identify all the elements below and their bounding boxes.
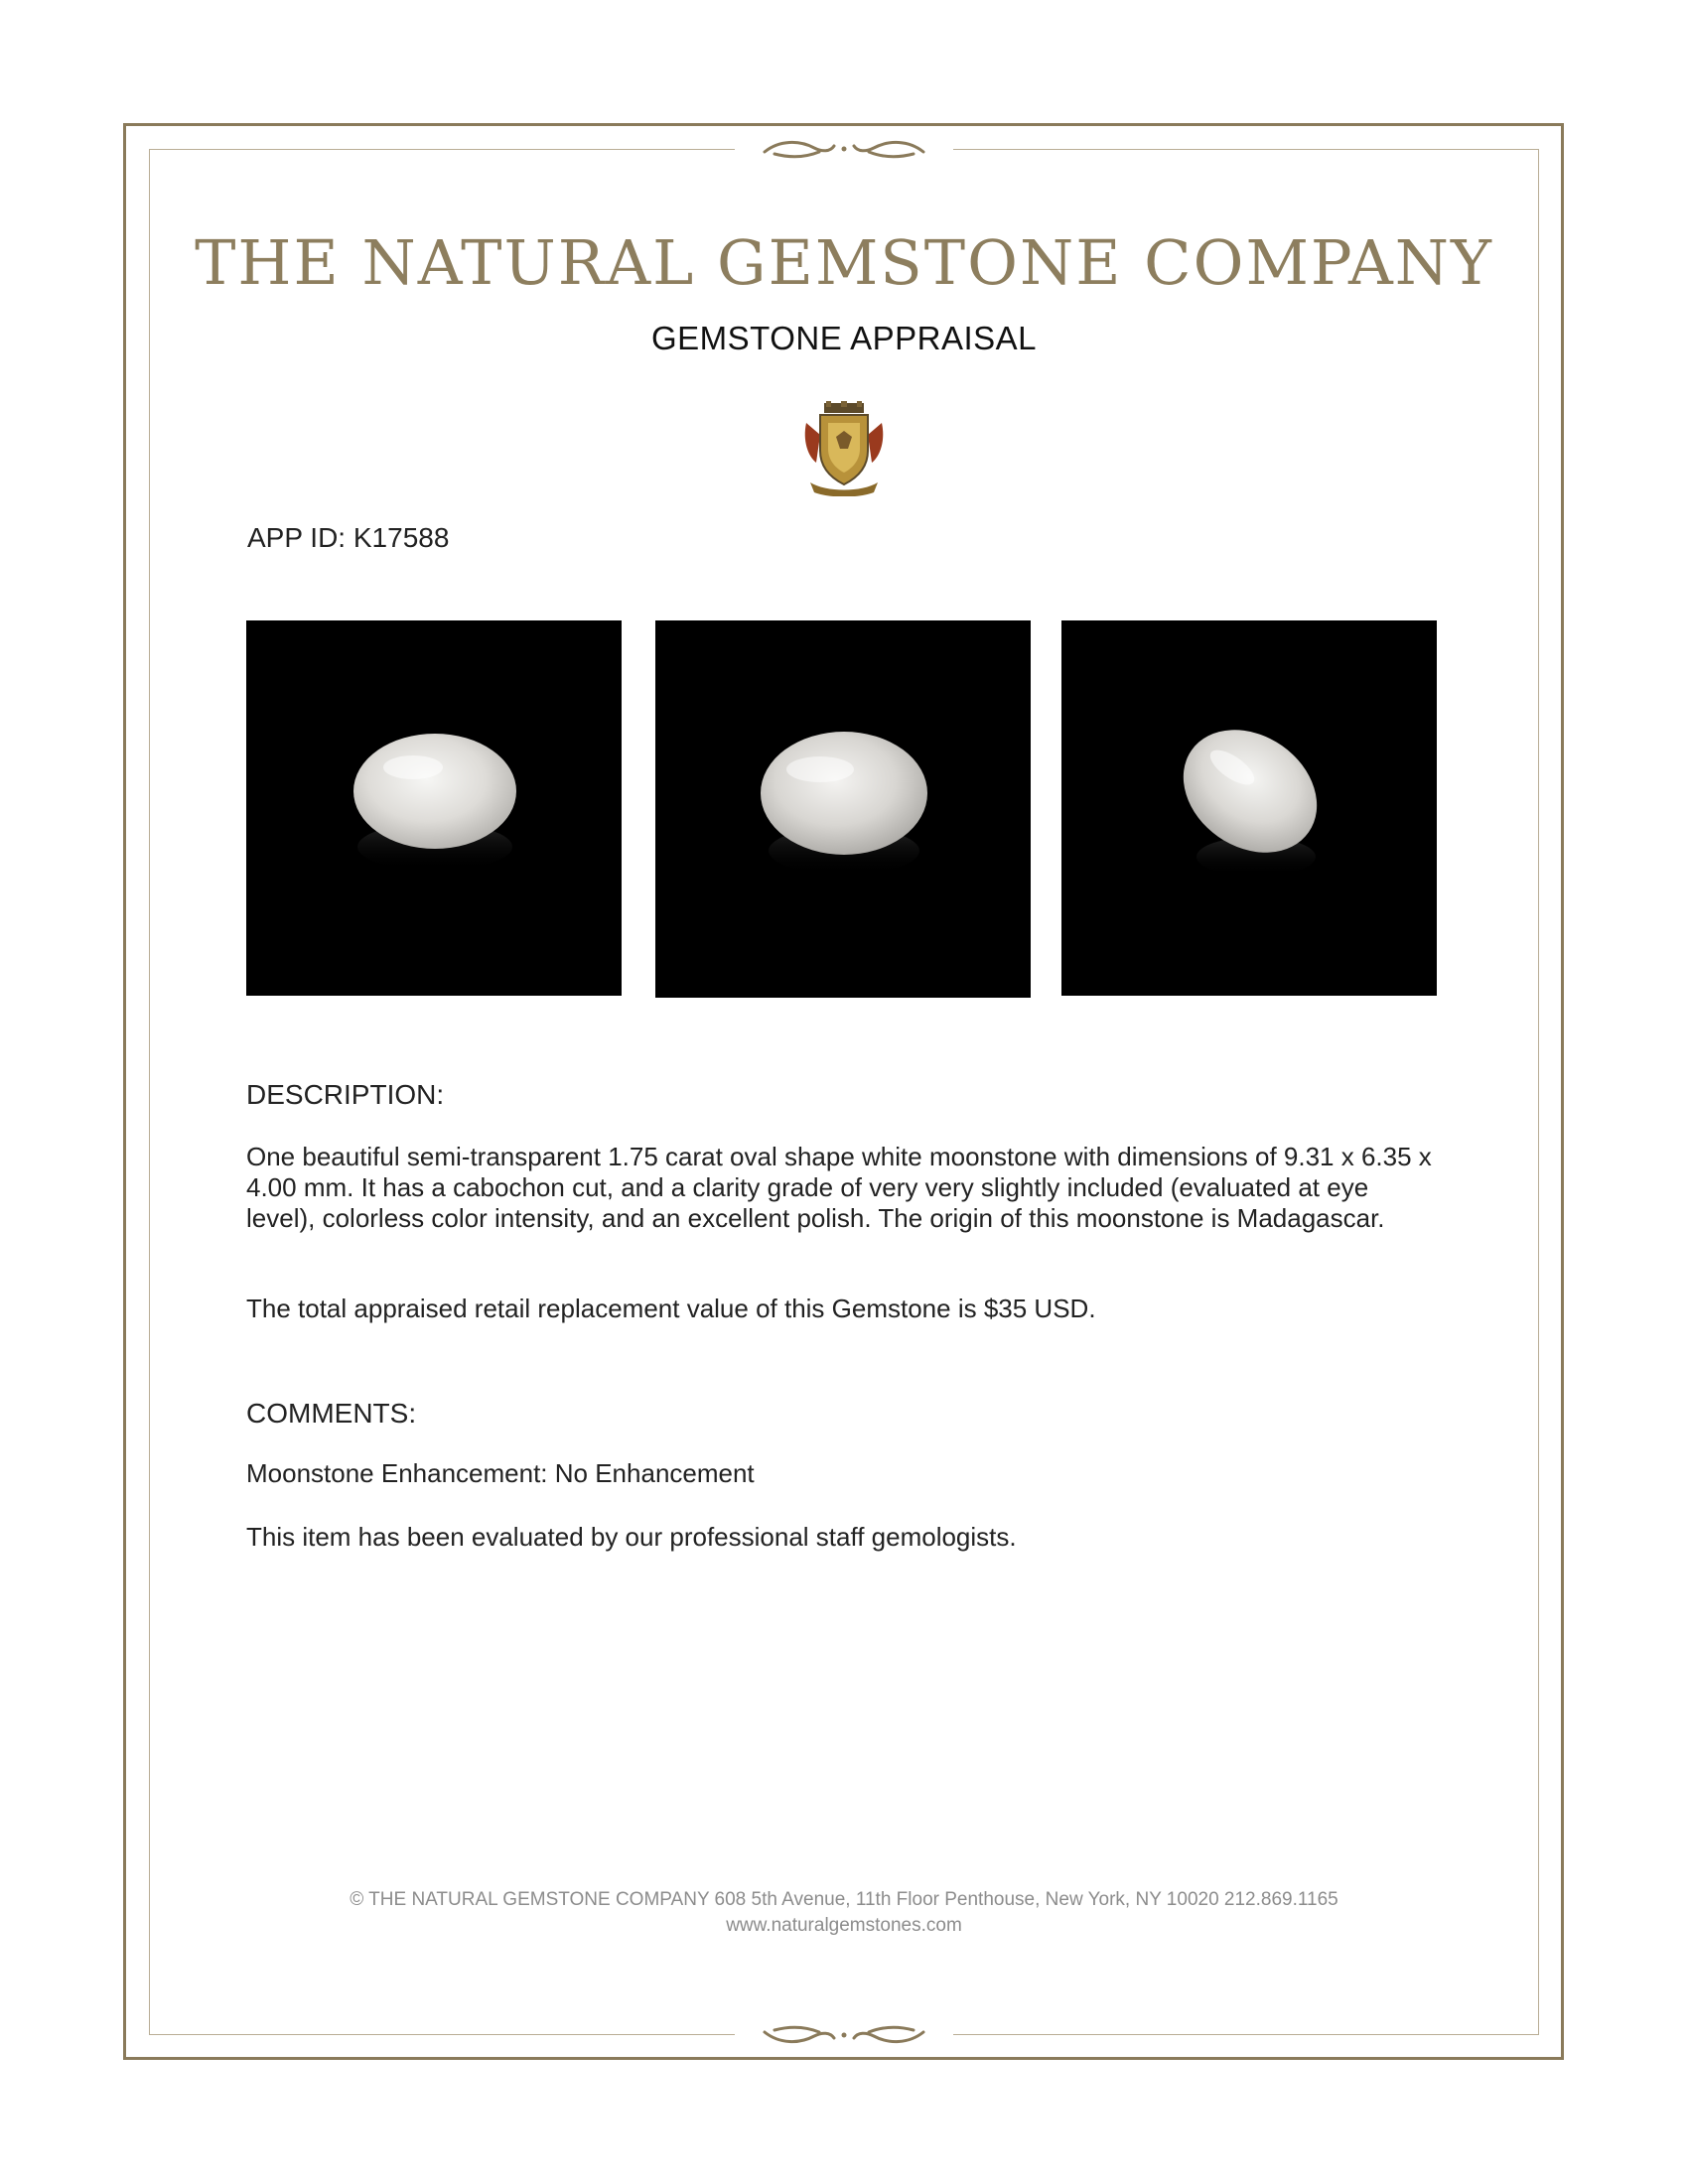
evaluation-line: This item has been evaluated by our professional staff gemologists. (246, 1522, 1017, 1552)
flourish-icon (745, 134, 943, 164)
document-title: GEMSTONE APPRAISAL (650, 320, 1038, 356)
flourish-ornament-top (735, 129, 953, 169)
flourish-icon (745, 2020, 943, 2050)
footer-address: © THE NATURAL GEMSTONE COMPANY 608 5th Avenue, 11th Floor Penthouse, New York, NY 10020 212.869.1165 (350, 1889, 1338, 1910)
company-name: THE NATURAL GEMSTONE COMPANY (195, 226, 1493, 299)
gem-photo-front (246, 620, 622, 996)
description-paragraph: One beautiful semi-transparent 1.75 carat oval shape white moonstone with dimensions of 9.31 x 6.35 x 4.00 mm. It has a cabochon cut, and a clarity grade of very very slightly included (evaluated at eye level), colorless color intensity, and an excellent polish. The origin of this moonstone is Madagascar. (246, 1142, 1432, 1233)
app-id-value: K17588 (352, 522, 450, 553)
flourish-ornament-bottom (735, 2015, 953, 2055)
heraldic-crest-icon (802, 401, 886, 496)
description-heading: DESCRIPTION: (246, 1079, 445, 1110)
comments-heading: COMMENTS: (246, 1398, 417, 1429)
enhancement-line: Moonstone Enhancement: No Enhancement (246, 1458, 755, 1488)
app-id (247, 522, 449, 554)
appraised-value-paragraph: The total appraised retail replacement value of this Gemstone is $35 USD. (246, 1294, 1096, 1323)
gem-photo-side (655, 620, 1031, 998)
gem-photo-angle (1061, 620, 1437, 996)
footer-website: www.naturalgemstones.com (726, 1915, 962, 1936)
app-id-label: APP ID: (247, 522, 347, 553)
